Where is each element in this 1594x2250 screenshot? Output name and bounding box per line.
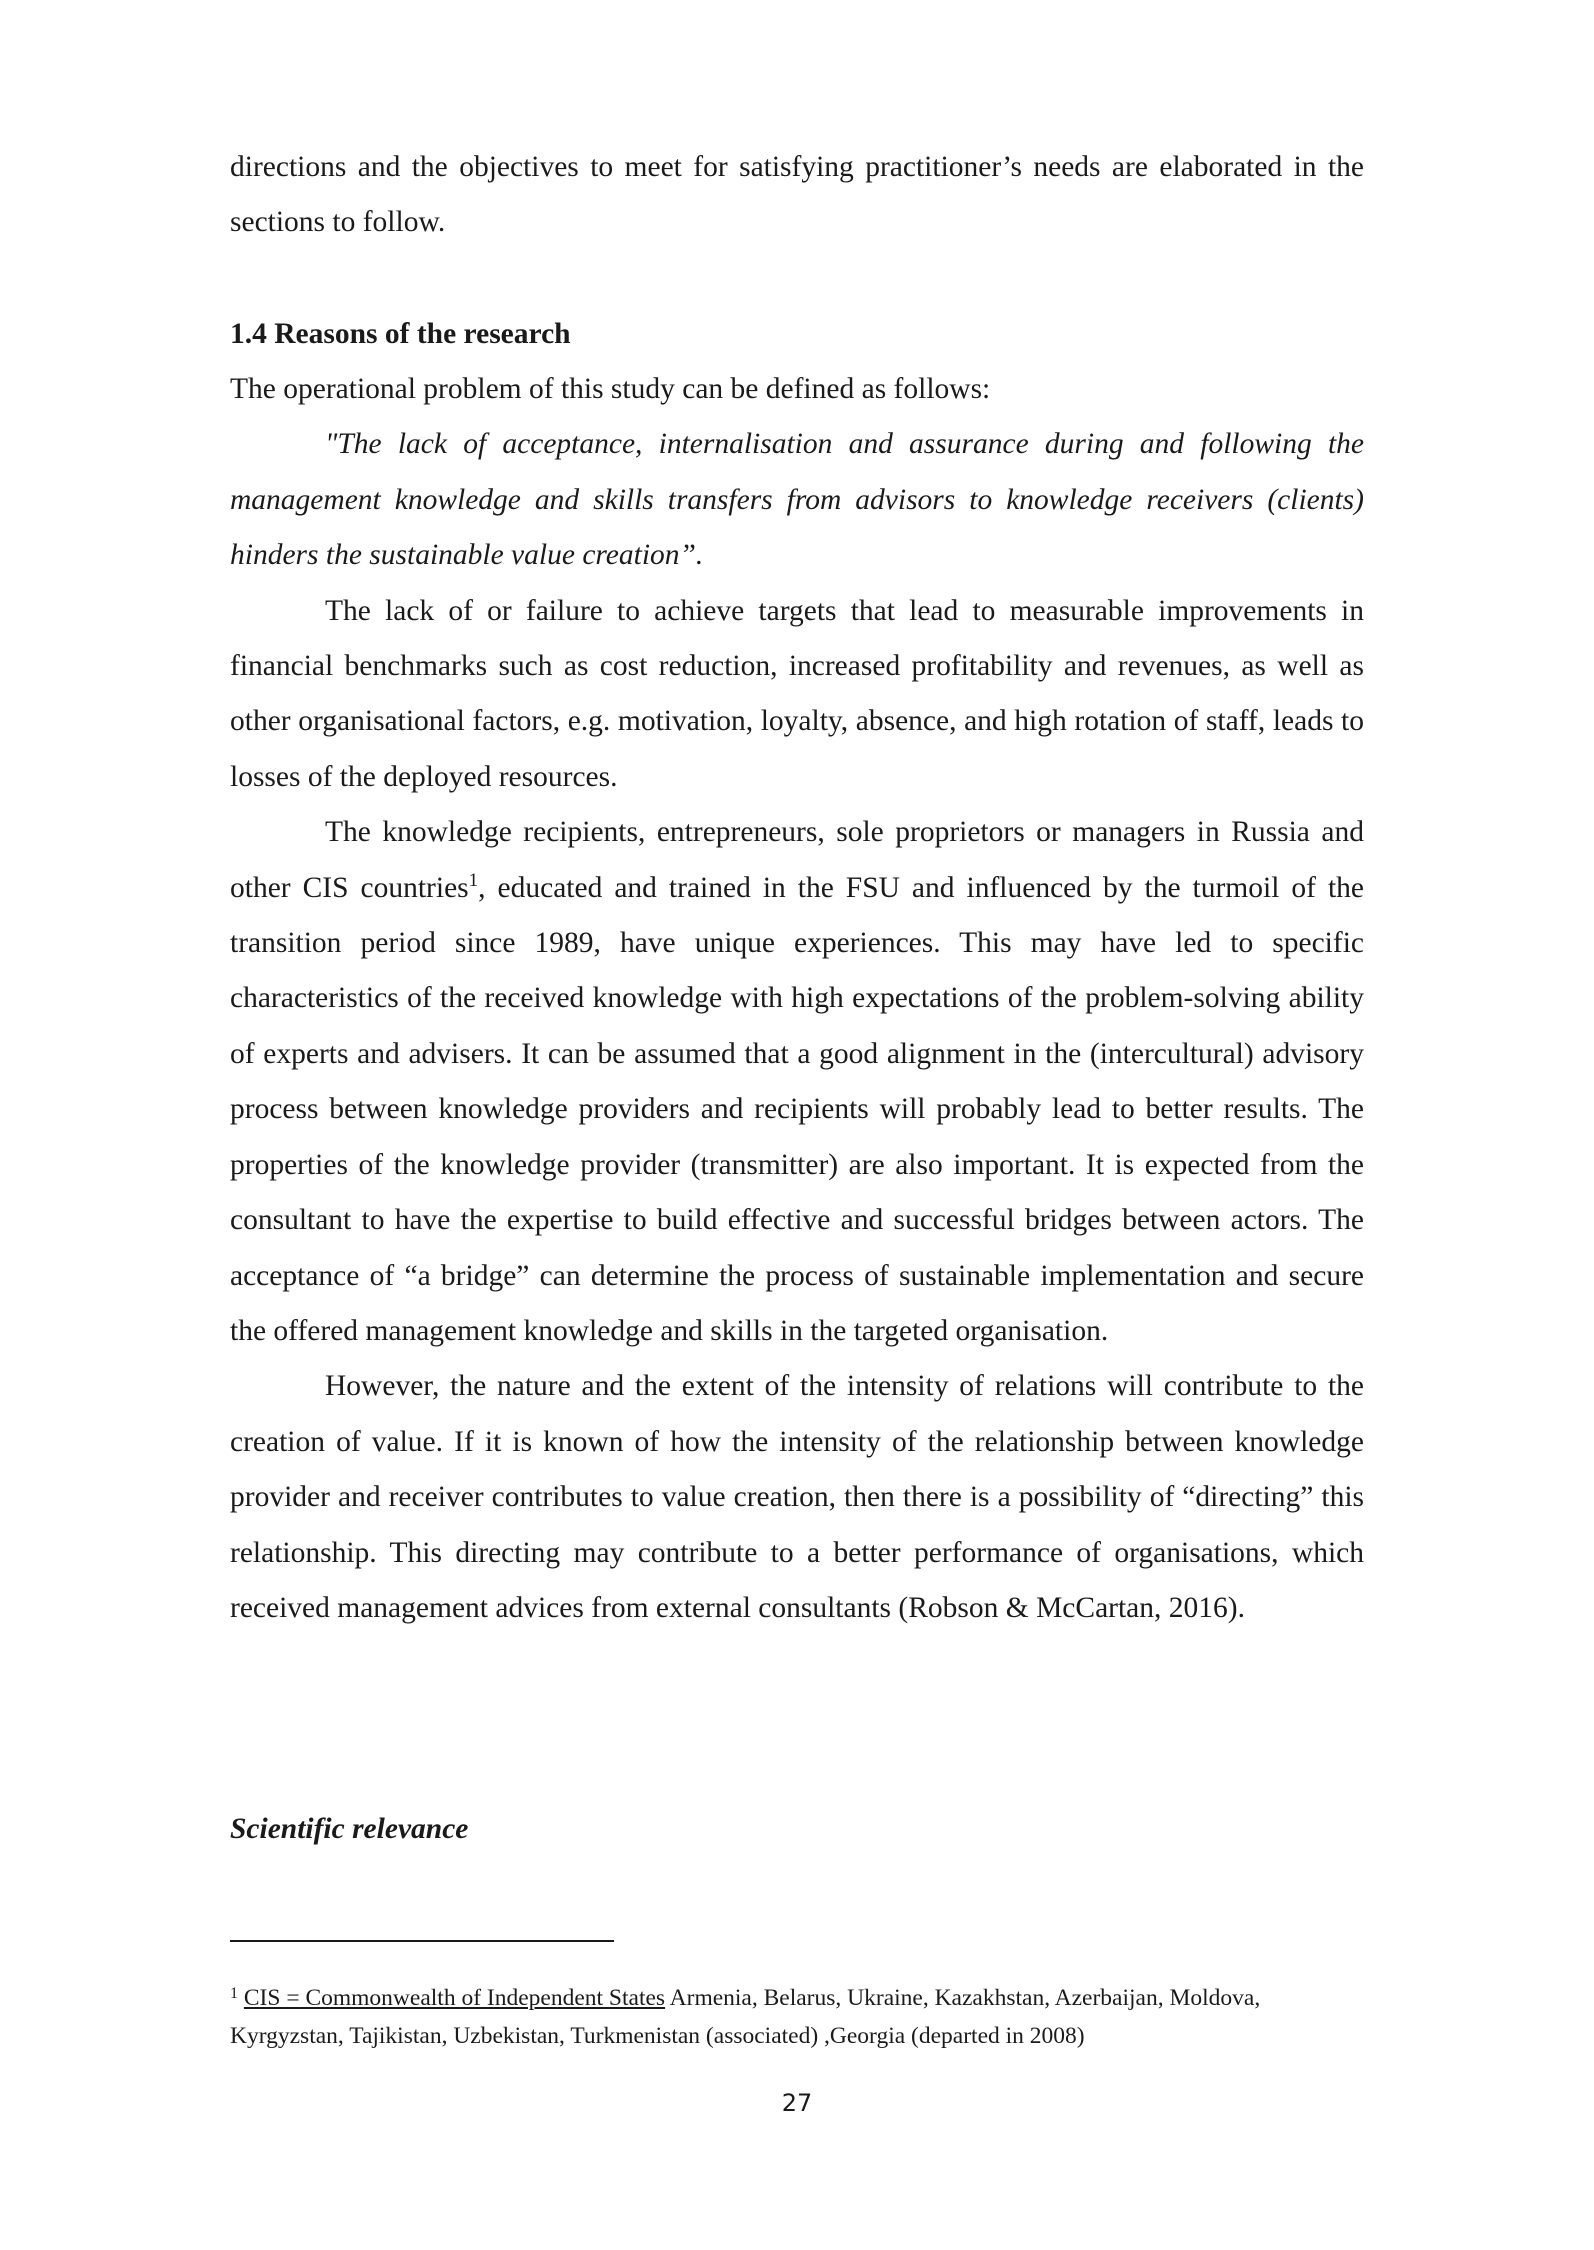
footnote-link[interactable]: CIS = Commonwealth of Independent States — [243, 1985, 666, 2011]
paragraph-knowledge-recipients — [230, 805, 1364, 1359]
footnote-separator — [230, 1940, 614, 1942]
footnote-text: Armenia, Belarus, Ukraine, Kazakhstan, Azerbaijan, Moldova, Kyrgyzstan, Tajikistan, Uzbekistan, Turkmenistan (associated) ,Georgia (departed in 2008) — [230, 1985, 1261, 2049]
footnote-reference[interactable]: 1 — [468, 869, 479, 891]
paragraph-knowledge-recipients-end: , educated and trained in the FSU and influenced by the turmoil of the transition period since 1989, have unique experiences. This may have led to specific characteristics of the received knowledge with high expectations of the problem-solving ability of experts and advisers. It can be assumed that a good alignment in the (intercultural) advisory process between knowledge providers and recipients will probably lead to better results. The properties of the knowledge provider (transmitter) are also important. It is expected from the consultant to have the expertise to build effective and successful bridges between actors. The acceptance of “a bridge” can determine the process of sustainable implementation and secure the offered management knowledge and skills in the targeted organisation. — [230, 871, 1364, 1347]
footnote — [230, 1979, 1364, 2055]
subheading-scientific-relevance: Scientific relevance — [230, 1813, 469, 1845]
paragraph-operational-problem: The operational problem of this study can be defined as follows: — [230, 373, 991, 405]
section-body — [230, 362, 1364, 1636]
intro-paragraph: directions and the objectives to meet for satisfying practitioner’s needs are elaborated in the sections to follow. — [230, 151, 1364, 239]
section-heading: 1.4 Reasons of the research — [230, 318, 571, 350]
problem-statement-quote: "The lack of acceptance, internalisation and assurance during and following the management knowledge and skills transfers from advisors to knowledge receivers (clients) hinders the sustainable value creation”. — [230, 428, 1364, 572]
paragraph-intensity-of-relations: However, the nature and the extent of the intensity of relations will contribute to the creation of value. If it is known of how the intensity of the relationship between knowledge provider and receiver contributes to value creation, then there is a possibility of “directing” this relationship. This directing may contribute to a better performance of organisations, which received management advices from external consultants (Robson & McCartan, 2016). — [230, 1370, 1364, 1624]
intro-paragraph-container — [230, 140, 1364, 251]
footnote-mark: 1 — [230, 1985, 238, 2002]
paragraph-knowledge-recipients-start: The knowledge recipients, entrepreneurs, sole proprietors or managers in Russia and other CIS countries — [230, 816, 1364, 904]
page-number: 27 — [781, 2089, 813, 2117]
paragraph-lack-of-targets: The lack of or failure to achieve targets that lead to measurable improvements in financial benchmarks such as cost reduction, increased profitability and revenues, as well as other organisational factors, e.g. motivation, loyalty, absence, and high rotation of staff, leads to losses of the deployed resources. — [230, 594, 1364, 793]
